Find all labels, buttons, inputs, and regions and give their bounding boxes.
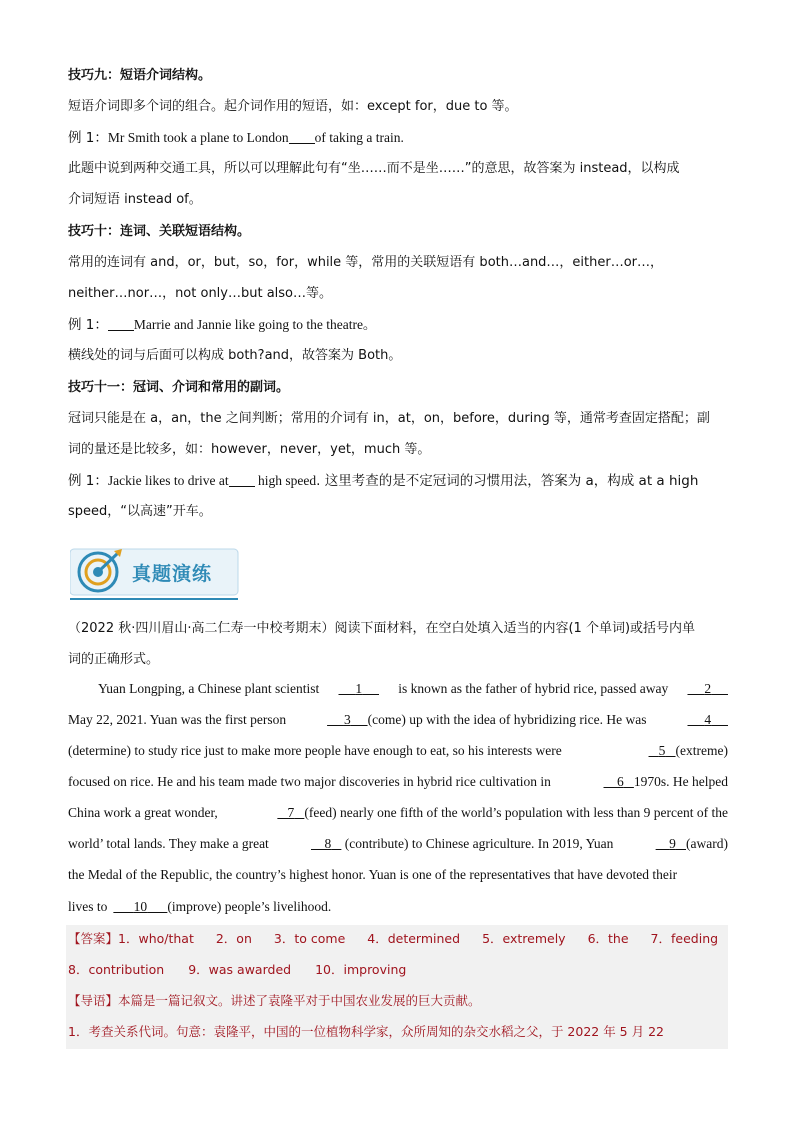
passage-line-3 [68, 741, 728, 761]
passage-text: world’ total lands. They make a great [68, 836, 269, 851]
answer-item: 6．the [587, 931, 629, 946]
blank-9-group: 9 (award) [669, 836, 728, 851]
blank-4: 4 [704, 712, 712, 727]
note-line-1 [68, 1022, 728, 1043]
passage-text: the Medal of the Republic, the country’s highest honor. Yuan is one of the representatives that have devoted their [68, 867, 678, 882]
answer-line-1 [68, 929, 728, 950]
blank-6-group: 6 1970s. He helped [617, 774, 728, 789]
note-text: 1．考查关系代词。句意：袁隆平，中国的一位植物科学家，众所周知的杂交水稻之父，于 2022 年 5 月 22 [68, 1024, 664, 1039]
answer-tag: 【答案】 [68, 931, 119, 946]
question-source-1: （2022 秋·四川眉山·高二仁寿一中校考期末）阅读下面材料，在空白处填入适当的内容(1 个单词)或括号内单 [68, 621, 696, 636]
blank-1: 1 [355, 681, 363, 696]
passage-text: (determine) to study rice just to make more people have enough to eat, so his interests were [68, 743, 562, 758]
blank-2: 2 [704, 681, 712, 696]
guide-tag: 【导语】 [68, 993, 119, 1008]
guide-line [68, 991, 728, 1012]
answer-blank [289, 129, 315, 144]
blank-8-group: 8 (contribute) to Chinese agriculture. In 2019, Yuan [324, 836, 614, 851]
passage-line-7 [68, 865, 728, 885]
example-prefix: 例 1： [68, 317, 108, 333]
passage-text: focused on rice. He and his team made two major discoveries in hybrid rice cultivation in [68, 774, 551, 789]
tip11-title: 技巧十一：冠词、介词和常用的副词。 [68, 380, 290, 395]
tip11-desc-1: 冠词只能是在 a，an，the 之间判断；常用的介词有 in，at，on，before，during 等，通常考查固定搭配；副 [68, 411, 710, 426]
passage-text: China work a great wonder, [68, 805, 218, 820]
cloze-passage [68, 679, 728, 919]
blank-3-group: 3 (come) up with the idea of hybridizing rice. He was [343, 712, 647, 727]
passage-text: lives to [68, 899, 108, 914]
blank-7-group: 7 (feed) nearly one fifth of the world’s population with less than 9 percent of the [287, 805, 728, 820]
answer-item: 4．determined [367, 931, 461, 946]
example-prefix: 例 1： [68, 130, 108, 146]
tip9-example [68, 128, 728, 148]
tip10-desc-2: neither…nor…，not only…but also…等。 [68, 286, 333, 301]
passage-line-2 [68, 710, 728, 730]
answer-item: 7．feeding [650, 931, 719, 946]
passage-text: May 22, 2021. Yuan was the first person [68, 712, 287, 727]
example-text-c: . 这里考查的是不定冠词的习惯用法，答案为 a，构成 at a high [316, 473, 699, 489]
tip11-desc-2: 词的量还是比较多，如：however，never，yet，much 等。 [68, 442, 431, 457]
tip9-desc: 短语介词即多个词的组合。起介词作用的短语，如：except for，due to 等。 [68, 99, 518, 114]
tip10-explanation: 横线处的词与后面可以构成 both?and，故答案为 Both。 [68, 348, 402, 363]
passage-line-1 [98, 679, 728, 699]
answer-blank [108, 316, 134, 331]
guide-text: 本篇是一篇记叙文。讲述了袁隆平对于中国农业发展的巨大贡献。 [118, 993, 481, 1008]
example-text-b: Marrie and Jannie like going to the theatre。 [133, 317, 377, 332]
tip10-example [68, 315, 728, 335]
passage-line-5 [68, 803, 728, 823]
tip10-title: 技巧十：连词、关联短语结构。 [68, 224, 251, 239]
passage-text: Yuan Longping, a Chinese plant scientist [98, 681, 320, 696]
tip9-title: 技巧九：短语介词结构。 [68, 68, 212, 83]
passage-text: is known as the father of hybrid rice, passed away [398, 681, 669, 696]
answer-item: 1．who/that [118, 931, 194, 946]
blank-5-group: 5 (extreme) [658, 743, 728, 758]
passage-line-8 [68, 897, 728, 917]
tip11-example [68, 471, 728, 491]
blank-10: 10 [133, 899, 148, 914]
tip11-example-cont: speed，“以高速”开车。 [68, 504, 212, 519]
example-text-a: Mr Smith took a plane to London [107, 130, 289, 145]
tip9-explanation-2: 介词短语 instead of。 [68, 192, 202, 207]
answer-item: 5．extremely [482, 931, 566, 946]
answer-blank [229, 472, 255, 487]
answer-item: 8．contribution [68, 962, 165, 977]
example-text-a: Jackie likes to drive at [107, 473, 229, 488]
section-badge [70, 547, 242, 603]
question-source-2: 词的正确形式。 [68, 652, 160, 667]
passage-text: (improve) people’s livelihood. [167, 899, 332, 914]
answer-item: 10．improving [315, 962, 407, 977]
passage-line-4 [68, 772, 728, 792]
answer-item: 2．on [215, 931, 252, 946]
answer-item: 3．to come [273, 931, 346, 946]
passage-line-6 [68, 834, 728, 854]
tip9-explanation-1: 此题中说到两种交通工具，所以可以理解此句有“坐……而不是坐……”的意思，故答案为 instead，以构成 [68, 161, 680, 176]
answer-item: 9．was awarded [188, 962, 292, 977]
example-text-b: of taking a train. [314, 130, 404, 145]
section-title: 真题演练 [132, 563, 213, 585]
example-text-b: high speed [254, 473, 317, 488]
answer-line-2 [68, 960, 728, 981]
tip10-desc-1: 常用的连词有 and，or，but，so，for，while 等，常用的关联短语有 both…and…，either…or…， [68, 255, 664, 270]
example-prefix: 例 1： [68, 473, 108, 489]
